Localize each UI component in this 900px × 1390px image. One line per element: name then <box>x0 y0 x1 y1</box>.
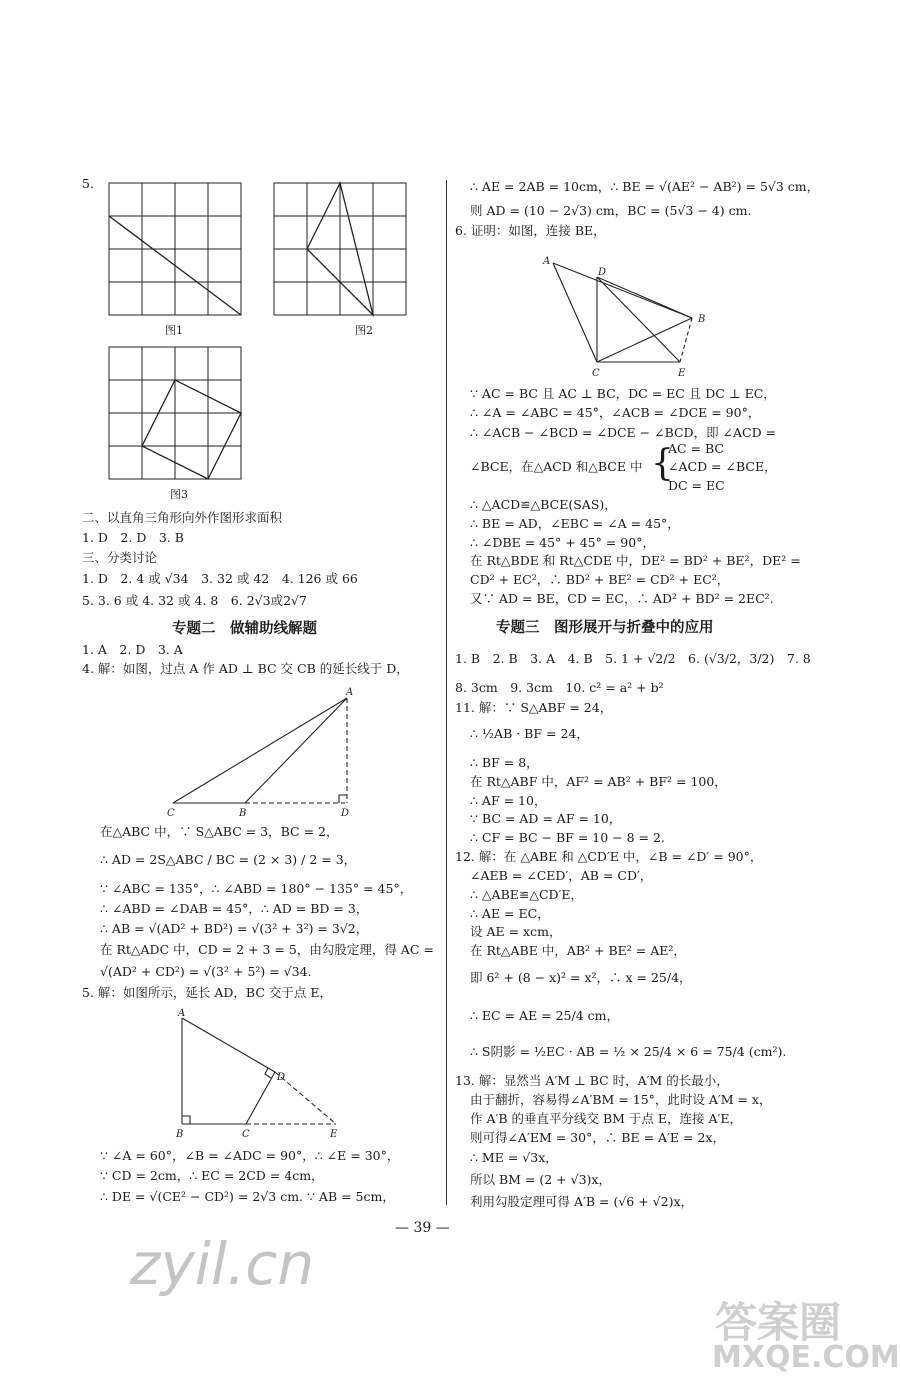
triangle-figure-q4 <box>165 685 355 820</box>
right-line-3: 6. 证明：如图，连接 BE， <box>455 223 606 238</box>
topic3-q11-line4: ∴ AF = 10， <box>470 793 547 808</box>
section3-answers-2: 5. 3. 6 或 4. 32 或 4. 8 6. 2√3或2√7 <box>82 593 307 608</box>
right-line-13: 又∵ AD = BE，CD = EC，∴ AD² + BD² = 2EC². <box>470 591 774 606</box>
topic3-q12-line5: 在 Rt△ABE 中，AB² + BE² = AE²， <box>470 943 686 958</box>
triangle-figure-q5 <box>172 1006 347 1141</box>
topic3-q11-line1: ∴ ½AB · BF = 24， <box>470 726 589 741</box>
topic3-q13-line1: 由于翻折，容易得∠A′BM = 15°，此时设 A′M = x， <box>470 1092 772 1107</box>
topic2-title: 专题二 做辅助线解题 <box>172 621 317 637</box>
svg-text:E: E <box>330 1129 338 1140</box>
svg-text:A: A <box>346 687 354 698</box>
svg-text:D: D <box>598 267 607 278</box>
watermark-mxqe: MXQE.COM <box>712 1340 900 1375</box>
topic3-q11: 11. 解：∵ S△ABF = 24， <box>455 700 613 715</box>
topic2-q4-line1: 在△ABC 中，∵ S△ABC = 3，BC = 2， <box>100 824 339 839</box>
topic2-q5: 5. 解：如图所示，延长 AD，BC 交于点 E， <box>82 985 332 1000</box>
brace-line-3: DC = EC <box>668 478 725 493</box>
topic3-q11-line3: 在 Rt△ABF 中，AF² = AB² + BF² = 100， <box>470 774 727 789</box>
topic3-q13: 13. 解：显然当 A′M ⊥ BC 时，A′M 的长最小， <box>455 1073 729 1088</box>
fig2-caption: 图2 <box>355 324 373 337</box>
right-line-2: 则 AD = (10 − 2√3) cm，BC = (5√3 − 4) cm. <box>470 203 752 218</box>
brace: { <box>651 443 674 484</box>
section2-answers: 1. D 2. D 3. B <box>82 530 184 545</box>
section2-heading: 二、以直角三角形向外作图形求面积 <box>82 510 283 525</box>
topic3-q13-line5: 所以 BM = (2 + √3)x， <box>470 1172 611 1187</box>
topic3-q13-line4: ∴ ME = √3x， <box>470 1150 558 1165</box>
topic2-q4-line7: √(AD² + CD²) = √(3² + 5²) = √34. <box>100 964 312 979</box>
topic2-answers: 1. A 2. D 3. A <box>82 642 183 657</box>
topic2-q4-line4: ∴ ∠ABD = ∠DAB = 45°，∴ AD = BD = 3， <box>100 901 369 916</box>
right-line-8: ∴ △ACD≌△BCE(SAS)， <box>470 497 617 512</box>
right-line-1: ∴ AE = 2AB = 10cm，∴ BE = √(AE² − AB²) = 5√3 cm， <box>470 179 820 194</box>
grid-figure-1 <box>108 182 242 316</box>
topic3-q11-line5: ∵ BC = AD = AF = 10， <box>470 811 622 826</box>
right-line-12: CD² + EC²，∴ BD² + BE² = CD² + EC²， <box>470 572 730 587</box>
right-line-5: ∴ ∠A = ∠ABC = 45°，∠ACB = ∠DCE = 90°， <box>470 405 761 420</box>
topic3-q12: 12. 解：在 △ABE 和 △CD′E 中，∠B = ∠D′ = 90°， <box>455 849 763 864</box>
svg-text:C: C <box>242 1129 250 1140</box>
quadrilateral-figure-q6 <box>540 252 720 382</box>
grid-figure-2 <box>273 182 407 316</box>
column-divider <box>446 180 447 1205</box>
topic2-q4-line5: ∴ AB = √(AD² + BD²) = √(3² + 3²) = 3√2， <box>100 921 369 936</box>
svg-text:D: D <box>277 1072 286 1083</box>
watermark-zyil: zyil.cn <box>130 1230 315 1298</box>
right-line-7: ∠BCE，在△ACD 和△BCE 中 <box>470 459 643 474</box>
svg-text:E: E <box>678 368 686 379</box>
right-line-4: ∵ AC = BC 且 AC ⊥ BC，DC = EC 且 DC ⊥ EC， <box>470 386 776 401</box>
right-line-11: 在 Rt△BDE 和 Rt△CDE 中，DE² = BD² + BE²，DE² = <box>470 553 801 568</box>
fig1-caption: 图1 <box>165 324 183 337</box>
topic3-q11-line2: ∴ BF = 8， <box>470 755 539 770</box>
topic2-q5-line3: ∴ DE = √(CE² − CD²) = 2√3 cm. ∵ AB = 5cm， <box>100 1189 395 1204</box>
topic3-q12-line8: ∴ S阴影 = ½EC · AB = ½ × 25/4 × 6 = 75/4 (cm²). <box>470 1044 787 1059</box>
q5-label: 5. <box>82 176 94 191</box>
svg-text:B: B <box>176 1129 184 1140</box>
topic3-answers-1: 1. B 2. B 3. A 4. B 5. 1 + √2/2 6. (√3/2，3/2) 7. 8 <box>455 651 811 666</box>
svg-text:B: B <box>239 808 247 819</box>
topic2-q4: 4. 解：如图，过点 A 作 AD ⊥ BC 交 CB 的延长线于 D， <box>82 661 409 676</box>
topic3-q13-line2: 作 A′B 的垂直平分线交 BM 于点 E，连接 A′E， <box>470 1111 742 1126</box>
topic3-q12-line7: ∴ EC = AE = 25/4 cm， <box>470 1008 620 1023</box>
svg-text:B: B <box>698 314 706 325</box>
svg-text:A: A <box>178 1008 186 1019</box>
section3-heading: 三、分类讨论 <box>82 550 158 565</box>
topic3-q12-line6: 即 6² + (8 − x)² = x²，∴ x = 25/4， <box>470 970 692 985</box>
svg-text:C: C <box>592 368 600 379</box>
right-line-6: ∴ ∠ACB − ∠BCD = ∠DCE − ∠BCD，即 ∠ACD = <box>470 425 777 440</box>
grid-figure-3 <box>108 346 242 480</box>
watermark-daan: 答案圈 <box>715 1298 842 1347</box>
topic2-q4-line2: ∴ AD = 2S△ABC / BC = (2 × 3) / 2 = 3， <box>100 852 357 867</box>
section3-answers-1: 1. D 2. 4 或 √34 3. 32 或 42 4. 126 或 66 <box>82 571 358 586</box>
topic3-q13-line6: 利用勾股定理可得 A′B = (√6 + √2)x， <box>470 1194 694 1209</box>
topic3-q12-line4: 设 AE = xcm， <box>470 924 562 939</box>
topic2-q4-line3: ∵ ∠ABC = 135°，∴ ∠ABD = 180° − 135° = 45°， <box>100 881 413 896</box>
fig3-caption: 图3 <box>170 488 188 501</box>
svg-text:A: A <box>543 256 551 267</box>
brace-line-1: AC = BC <box>668 441 724 456</box>
right-line-10: ∴ ∠DBE = 45° + 45° = 90°， <box>470 535 655 550</box>
topic3-answers-2: 8. 3cm 9. 3cm 10. c² = a² + b² <box>455 680 664 695</box>
topic2-q4-line6: 在 Rt△ADC 中，CD = 2 + 3 = 5，由勾股定理，得 AC = <box>100 942 434 957</box>
brace-line-2: ∠ACD = ∠BCE， <box>668 459 777 474</box>
topic3-title: 专题三 图形展开与折叠中的应用 <box>496 620 714 636</box>
right-line-9: ∴ BE = AD，∠EBC = ∠A = 45°， <box>470 516 680 531</box>
topic3-q13-line3: 则可得∠A′EM = 30°，∴ BE = A′E = 2x， <box>470 1130 725 1145</box>
svg-text:D: D <box>341 808 350 819</box>
topic3-q12-line3: ∴ AE = EC， <box>470 906 550 921</box>
topic3-q11-line6: ∴ CF = BC − BF = 10 − 8 = 2. <box>470 830 665 845</box>
topic3-q12-line1: ∠AEB = ∠CED′，AB = CD′， <box>470 868 653 883</box>
topic3-q12-line2: ∴ △ABE≌△CD′E， <box>470 887 584 902</box>
svg-text:C: C <box>167 808 175 819</box>
page-number: — 39 — <box>395 1220 450 1236</box>
topic2-q5-line2: ∵ CD = 2cm，∴ EC = 2CD = 4cm， <box>100 1168 324 1183</box>
topic2-q5-line1: ∵ ∠A = 60°，∠B = ∠ADC = 90°，∴ ∠E = 30°， <box>100 1148 400 1163</box>
